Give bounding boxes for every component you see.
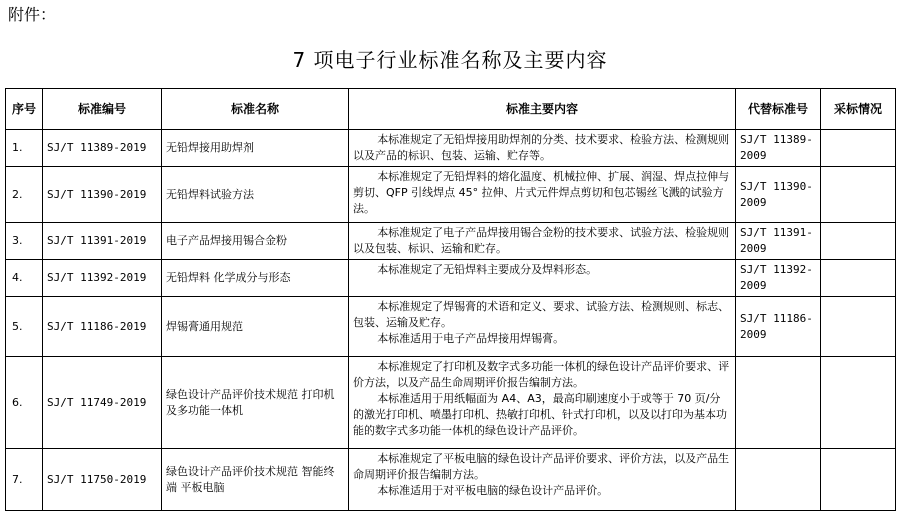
row-number: 7. [6,449,43,511]
replaced-standard [736,357,821,449]
content-paragraph: 本标准规定了无铅焊料主要成分及焊料形态。 [377,263,598,276]
table-row [6,260,896,297]
attachment-label: 附件： [8,5,57,24]
standard-code: SJ/T 11750-2019 [43,449,162,511]
adoption-status [821,297,896,357]
replaced-standard [736,449,821,511]
adoption-status [821,449,896,511]
table-row [6,130,896,167]
content-paragraph: 本标准适用于电子产品焊接用焊锡膏。 [377,332,565,345]
column-header: 代替标准号 [736,89,821,130]
adoption-status [821,260,896,297]
standard-name: 电子产品焊接用锡合金粉 [162,223,349,260]
standard-code: SJ/T 11391-2019 [43,223,162,260]
content-paragraph: 本标准规定了无铅焊接用助焊剂的分类、技术要求、检验方法、检测规则以及产品的标识、包装、运输、贮存等。 [353,133,730,162]
column-header: 标准编号 [43,89,162,130]
standard-code: SJ/T 11389-2019 [43,130,162,167]
row-number: 6. [6,357,43,449]
row-number: 2. [6,167,43,223]
standard-name: 绿色设计产品评价技术规范 打印机及多功能一体机 [162,357,349,449]
content-paragraph: 本标准规定了平板电脑的绿色设计产品评价要求、评价方法，以及产品生命周期评价报告编制方法。 [353,452,730,481]
content-paragraph: 本标准适用于用纸幅面为 A4、A3，最高印刷速度小于或等于 70 页/分的激光打印机、喷墨打印机、热敏打印机、针式打印机，以及以打印为基本功能的数字式多功能一体机的绿色设计产品评价。 [353,392,727,437]
standard-name: 无铅焊料 化学成分与形态 [162,260,349,297]
standards-table [5,88,896,511]
standard-name: 焊锡膏通用规范 [162,297,349,357]
row-number: 5. [6,297,43,357]
table-row [6,357,896,449]
standard-name: 无铅焊接用助焊剂 [162,130,349,167]
replaced-standard: SJ/T 11390-2009 [736,167,821,223]
standard-name: 无铅焊料试验方法 [162,167,349,223]
row-number: 4. [6,260,43,297]
row-number: 1. [6,130,43,167]
standard-name: 绿色设计产品评价技术规范 智能终端 平板电脑 [162,449,349,511]
adoption-status [821,130,896,167]
standard-content [349,130,736,167]
adoption-status [821,357,896,449]
content-paragraph: 本标准规定了打印机及数字式多功能一体机的绿色设计产品评价要求、评价方法，以及产品生命周期评价报告编制方法。 [353,360,730,389]
replaced-standard: SJ/T 11392-2009 [736,260,821,297]
standard-content [349,449,736,511]
adoption-status [821,167,896,223]
column-header: 采标情况 [821,89,896,130]
table-row [6,167,896,223]
standard-code: SJ/T 11392-2019 [43,260,162,297]
table-row [6,449,896,511]
content-paragraph: 本标准适用于对平板电脑的绿色设计产品评价。 [377,484,609,497]
content-paragraph: 本标准规定了焊锡膏的术语和定义、要求、试验方法、检测规则、标志、包装、运输及贮存。 [353,300,730,329]
table-row [6,297,896,357]
column-header: 序号 [6,89,43,130]
content-paragraph: 本标准规定了电子产品焊接用锡合金粉的技术要求、试验方法、检验规则以及包装、标识、运输和贮存。 [353,226,730,255]
standard-content [349,357,736,449]
standard-content [349,167,736,223]
content-paragraph: 本标准规定了无铅焊料的熔化温度、机械拉伸、扩展、润湿、焊点拉伸与剪切、QFP 引线焊点 45° 拉伸、片式元件焊点剪切和包芯锡丝飞溅的试验方法。 [353,170,730,215]
column-header: 标准名称 [162,89,349,130]
column-header: 标准主要内容 [349,89,736,130]
standard-content [349,223,736,260]
standard-code: SJ/T 11186-2019 [43,297,162,357]
page-title: 7 项电子行业标准名称及主要内容 [292,48,608,72]
table-row [6,223,896,260]
row-number: 3. [6,223,43,260]
replaced-standard: SJ/T 11391-2009 [736,223,821,260]
standard-code: SJ/T 11749-2019 [43,357,162,449]
standard-content [349,297,736,357]
adoption-status [821,223,896,260]
standard-content [349,260,736,297]
replaced-standard: SJ/T 11186-2009 [736,297,821,357]
table-header-row [6,89,896,130]
replaced-standard: SJ/T 11389-2009 [736,130,821,167]
standard-code: SJ/T 11390-2019 [43,167,162,223]
